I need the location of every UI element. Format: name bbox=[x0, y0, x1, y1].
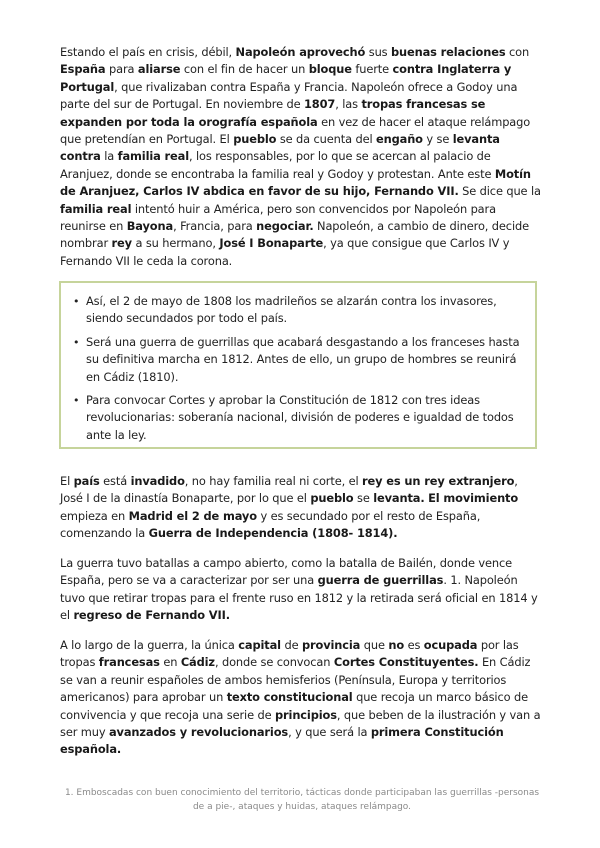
callout-item bbox=[73, 392, 521, 444]
bold-text: Bayona bbox=[126, 219, 174, 234]
callout-box bbox=[59, 281, 537, 449]
text-run: , Francia, para bbox=[173, 219, 257, 234]
bold-text: familia real bbox=[60, 201, 132, 216]
text-run: La guerra tuvo batallas a campo abierto, como la batalla de Bailén, donde vence España, pero se va a caracterizar por ser una bbox=[60, 556, 512, 588]
bold-text: Guerra de Independencia (1808- 1814). bbox=[148, 526, 398, 541]
bold-text: regreso de Fernando VII. bbox=[73, 608, 230, 623]
text-run: , José I de la dinastía Bonaparte, por lo que el bbox=[60, 474, 518, 506]
text-run: que bbox=[360, 638, 389, 652]
bold-text: familia real bbox=[117, 149, 190, 164]
callout-item bbox=[73, 293, 521, 328]
bold-text: texto constitucional bbox=[226, 690, 353, 705]
text-run: , que beben de la ilustración y van a ser muy bbox=[60, 707, 541, 740]
bold-text: Cortes Constituyentes. bbox=[333, 655, 479, 670]
bold-text: José I Bonaparte bbox=[219, 236, 324, 251]
bold-text: Madrid el 2 de mayo bbox=[128, 508, 257, 523]
paragraph-napoleon-alliance bbox=[60, 44, 544, 270]
bold-text: rey es un rey extranjero bbox=[362, 474, 515, 488]
text-run: que recoja un marco básico de convivencia y que recoja una serie de bbox=[60, 690, 528, 722]
bold-text: principios bbox=[275, 707, 337, 722]
text-run: , los responsables, por lo que se acercan al palacio de Aranjuez, donde se encontraba la familia real y Godoy y protestan. Ante este bbox=[60, 149, 495, 181]
text-run: sus bbox=[365, 45, 391, 59]
bold-text: bloque bbox=[308, 62, 352, 77]
text-run: El bbox=[60, 474, 74, 488]
text-run: , ya que consigue que Carlos IV y Fernando VII le ceda la corona. bbox=[60, 236, 510, 268]
text-run: en vez de hacer el ataque relámpago que pretendían en Portugal. El bbox=[60, 114, 531, 147]
bold-text: provincia bbox=[301, 638, 361, 652]
text-run: , y que será la bbox=[288, 725, 371, 740]
bold-text: Napoleón aprovechó bbox=[235, 45, 366, 59]
bold-text: país bbox=[73, 474, 100, 488]
callout-item-text: Será una guerra de guerrillas que acabará desgastando a los franceses hasta su definitiva marcha en 1812. Antes de ello, un grupo de hombres se reunirá en Cádiz (1810). bbox=[86, 334, 520, 384]
bold-text: avanzados y revolucionarios bbox=[108, 725, 289, 740]
callout-item-text: Para convocar Cortes y aprobar la Constitución de 1812 con tres ideas revolucionarias: soberanía nacional, división de poderes e igualdad de todos ante la ley. bbox=[86, 393, 514, 442]
bold-text: aliarse bbox=[137, 62, 181, 77]
bold-text: ocupada bbox=[423, 638, 478, 652]
text-run: se bbox=[353, 491, 374, 506]
callout-item-text: Así, el 2 de mayo de 1808 los madrileños se alzarán contra los invasores, siendo secundados por todo el país. bbox=[86, 294, 497, 326]
text-run: y se bbox=[422, 132, 453, 147]
text-run: empieza en bbox=[60, 508, 129, 523]
bold-text: pueblo bbox=[310, 491, 354, 506]
text-run: , donde se convocan bbox=[214, 655, 334, 670]
bullet-icon: • bbox=[73, 394, 80, 408]
bold-text: tropas francesas se expanden por toda la orografía española bbox=[60, 97, 486, 129]
bold-text: Motín de Aranjuez, Carlos IV abdica en favor de su hijo, Fernando VII. bbox=[60, 166, 531, 199]
bold-text: 1807 bbox=[303, 97, 336, 112]
text-run: . 1. Napoleón tuvo que retirar tropas para el frente ruso en 1812 y la retirada será oficial en 1814 y el bbox=[60, 573, 538, 623]
text-run: la bbox=[100, 149, 118, 164]
bullet-icon: • bbox=[73, 335, 80, 349]
text-run: , las bbox=[335, 97, 362, 112]
text-run: Se dice que la bbox=[458, 184, 541, 199]
paragraph-country-invaded bbox=[60, 473, 544, 543]
text-run: intentó huir a América, pero son convencidos por Napoleón para reunirse en bbox=[60, 201, 496, 234]
paragraph-guerrilla-war bbox=[60, 555, 544, 625]
bold-text: pueblo bbox=[233, 132, 277, 147]
bold-text: contra Inglaterra y Portugal bbox=[60, 62, 512, 94]
text-run: y es secundado por el resto de España, comenzando la bbox=[60, 508, 481, 541]
callout-item bbox=[73, 334, 521, 386]
text-run: a su hermano, bbox=[131, 236, 220, 251]
text-run: para bbox=[105, 62, 138, 77]
bold-text: no bbox=[388, 638, 405, 652]
text-run: con el fin de hacer un bbox=[180, 62, 309, 77]
bold-text: engaño bbox=[376, 132, 423, 147]
text-run: fuerte bbox=[351, 62, 393, 77]
text-run: es bbox=[404, 638, 424, 652]
bold-text: buenas relaciones bbox=[390, 45, 506, 59]
paragraph-cadiz-constitution bbox=[60, 637, 544, 759]
bullet-icon: • bbox=[73, 295, 80, 308]
text-run: A lo largo de la guerra, la única bbox=[60, 638, 239, 652]
callout-list bbox=[73, 293, 521, 444]
text-run: Estando el país en crisis, débil, bbox=[60, 45, 236, 59]
bold-text: levanta contra bbox=[60, 132, 500, 164]
text-run: , no hay familia real ni corte, el bbox=[184, 474, 363, 488]
text-run: Napoleón, a cambio de dinero, decide nombrar bbox=[60, 219, 529, 251]
text-run: por las tropas bbox=[60, 638, 519, 670]
bold-text: El movimiento bbox=[428, 491, 519, 506]
text-run: , que rivalizaban contra España y Francia. Napoleón ofrece a Godoy una parte del sur de Portugal. En noviembre de bbox=[60, 79, 518, 112]
bold-text: rey bbox=[111, 236, 132, 251]
footnote: 1. Emboscadas con buen conocimiento del territorio, tácticas donde participaban las guerrillas -personas de a pie-, ataques y huidas, ataques relámpago. bbox=[64, 788, 540, 812]
text-run: se da cuenta del bbox=[276, 132, 376, 147]
bold-text: primera Constitución española. bbox=[60, 725, 504, 757]
text-run: de bbox=[280, 638, 302, 652]
bold-text: España bbox=[60, 62, 106, 77]
bold-text: levanta. bbox=[373, 491, 425, 506]
bold-text: Cádiz bbox=[180, 655, 215, 670]
text-run: con bbox=[505, 45, 530, 59]
text-run: en bbox=[159, 655, 181, 670]
bold-text: francesas bbox=[98, 655, 160, 670]
bold-text: guerra de guerrillas bbox=[317, 573, 444, 588]
bold-text: capital bbox=[238, 638, 281, 652]
text-run: En Cádiz se van a reunir españoles de ambos hemisferios (Península, Europa y territorios americanos) para aprobar un bbox=[60, 655, 531, 705]
bold-text: invadido bbox=[130, 474, 185, 488]
bold-text: negociar. bbox=[256, 219, 314, 234]
text-run: está bbox=[99, 474, 131, 488]
